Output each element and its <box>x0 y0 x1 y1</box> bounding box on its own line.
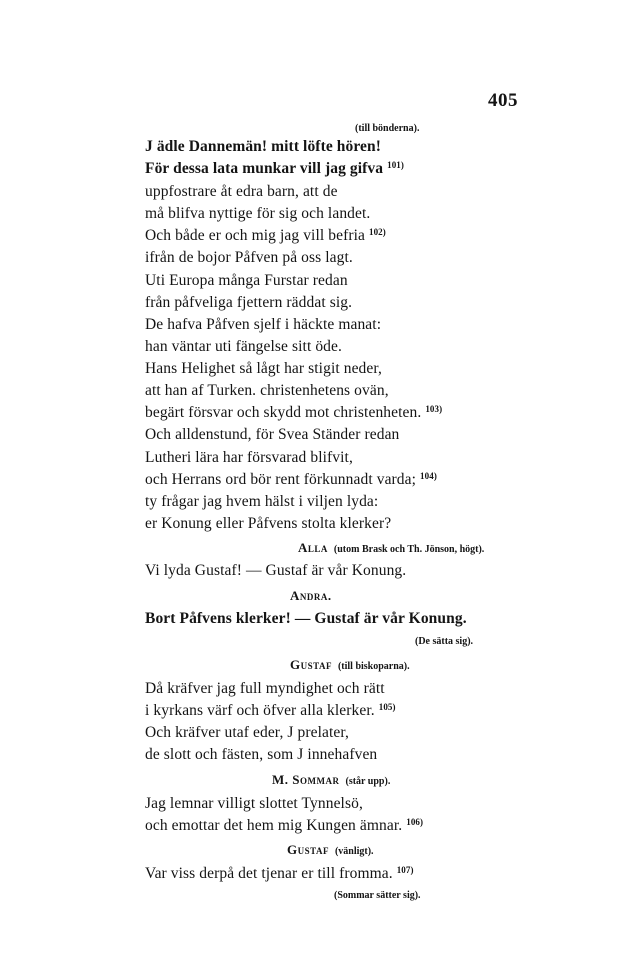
speaker-heading: M. Sommar (står upp). <box>272 772 391 787</box>
verse-line: från påfveliga fjettern räddat sig. <box>145 294 353 311</box>
speaker-heading: Andra. <box>290 588 332 603</box>
verse-line: J ädle Dannemän! mitt löfte hören! <box>145 138 382 155</box>
verse-line: uppfostrare åt edra barn, att de <box>145 183 338 200</box>
verse-line: Vi lyda Gustaf! — Gustaf är vår Konung. <box>145 562 407 579</box>
verse-line: att han af Turken. christenhetens ovän, <box>145 382 389 399</box>
verse-line: han väntar uti fängelse sitt öde. <box>145 338 342 355</box>
stage-direction: (Sommar sätter sig). <box>334 890 421 901</box>
verse-line: må blifva nyttige för sig och landet. <box>145 205 371 222</box>
footnote-marker: 105) <box>378 702 396 712</box>
speaker-heading: Alla (utom Brask och Th. Jönson, högt). <box>298 540 485 555</box>
verse-line: De hafva Påfven sjelf i häckte manat: <box>145 316 382 333</box>
footnote-marker: 106) <box>406 817 424 827</box>
verse-line: de slott och fästen, som J innehafven <box>145 746 378 763</box>
footnote-marker: 103) <box>425 404 443 414</box>
verse-line: Och alldenstund, för Svea Ständer redan <box>145 426 400 443</box>
verse-line: Jag lemnar villigt slottet Tynnelsö, <box>145 795 363 812</box>
verse-line: Och kräfver utaf eder, J prelater, <box>145 724 349 741</box>
verse-line: ifrån de bojor Påfven på oss lagt. <box>145 249 353 266</box>
stage-direction: (till bönderna). <box>355 123 420 134</box>
verse-line: Lutheri lära har försvarad blifvit, <box>145 449 353 466</box>
verse-line: i kyrkans värf och öfver alla klerker. $^{105)}$ <box>145 702 396 719</box>
verse-line: Hans Helighet så lågt har stigit neder, <box>145 360 383 377</box>
footnote-marker: 104) <box>420 471 437 481</box>
footnote-marker: 101) <box>387 160 405 170</box>
page-number: 405 <box>488 90 518 111</box>
verse-line: er Konung eller Påfvens stolta klerker? <box>145 515 392 532</box>
verse-line: Uti Europa många Furstar redan <box>145 272 348 289</box>
verse-line: och emottar det hem mig Kungen ämnar. $^{106)}$ <box>145 817 424 834</box>
verse-line: Var viss derpå det tjenar er till fromma. $^{107)}$ <box>145 865 414 882</box>
stage-direction: (De sätta sig). <box>415 636 474 647</box>
verse-line: och Herrans ord bör rent förkunnadt varda; $^{104)}$ <box>145 471 437 488</box>
speaker-heading: Gustaf (vänligt). <box>287 842 374 857</box>
verse-line: Bort Påfvens klerker! — Gustaf är vår Konung. <box>145 610 467 627</box>
footnote-marker: 107) <box>396 865 414 875</box>
footnote-marker: 102) <box>368 227 386 237</box>
verse-line: För dessa lata munkar vill jag gifva $^{101)}$ <box>145 160 405 177</box>
verse-line: begärt försvar och skydd mot christenheten. $^{103)}$ <box>145 404 443 421</box>
verse-line: Då kräfver jag full myndighet och rätt <box>145 680 385 697</box>
verse-line: ty frågar jag hvem hälst i viljen lyda: <box>145 493 379 510</box>
speaker-heading: Gustaf (till biskoparna). <box>290 657 410 672</box>
verse-line: Och både er och mig jag vill befria $^{102)}$ <box>145 227 386 244</box>
